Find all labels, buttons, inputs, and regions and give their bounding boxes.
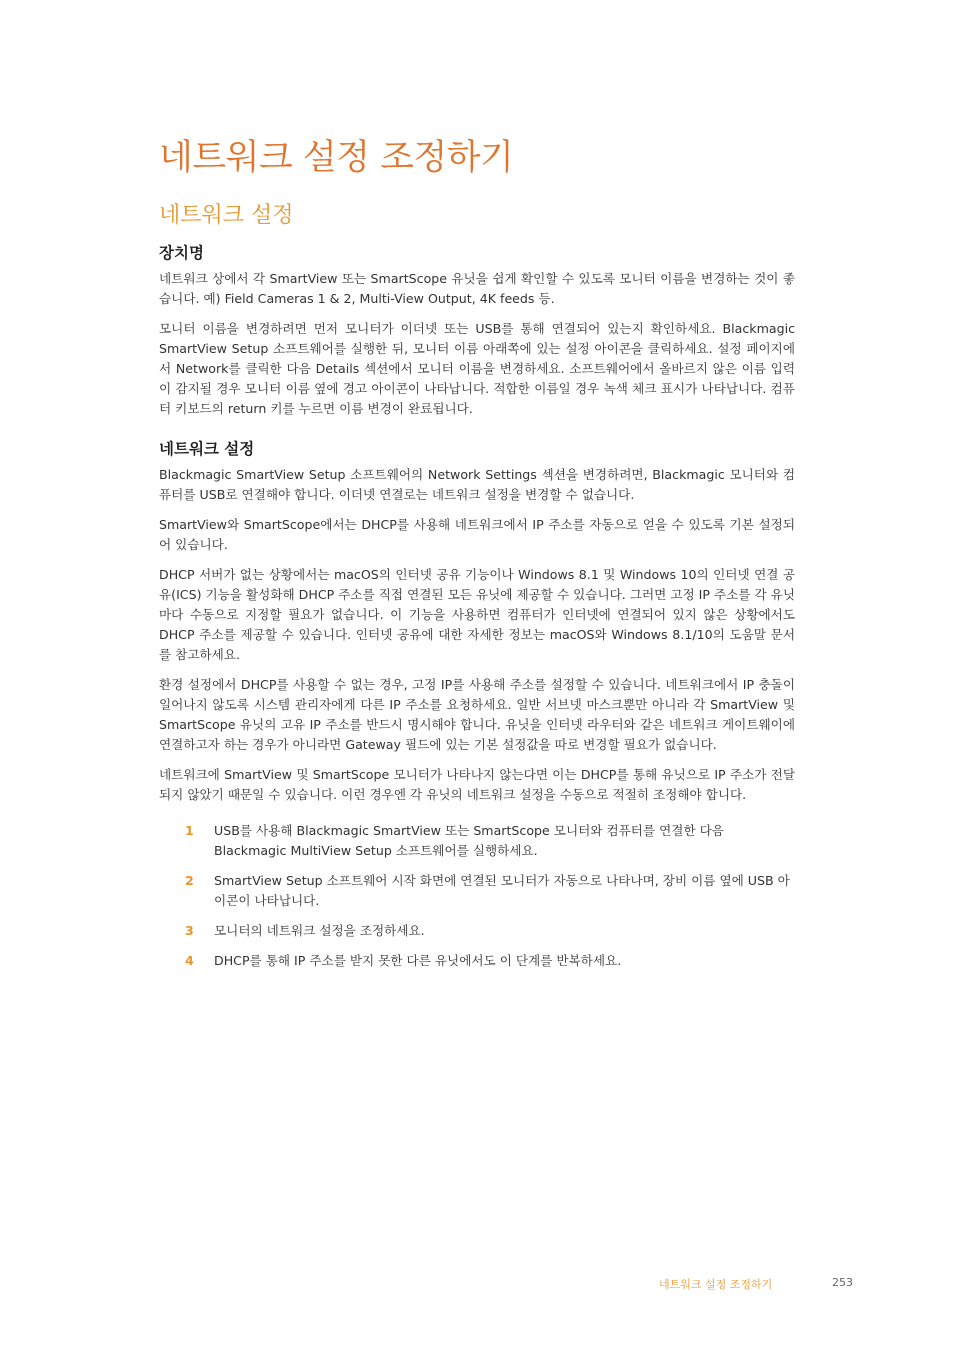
step-number: 4 [185,953,194,968]
section-title: 네트워크 설정 [159,203,294,228]
list-item [159,951,795,971]
step-text: 모니터의 네트워크 설정을 조정하세요. [214,923,425,938]
step-number: 1 [185,823,194,838]
network-settings-heading: 네트워크 설정 [159,440,255,458]
list-item [159,821,795,861]
page-title: 네트워크 설정 조정하기 [159,138,514,178]
page-number: 253 [832,1276,853,1289]
network-paragraph-5: 네트워크에 SmartView 및 SmartScope 모니터가 나타나지 않는다면 이는 DHCP를 통해 유닛으로 IP 주소가 전달되지 않았기 때문일 수 있습니다. 이런 경우엔 각 유닛의 네트워크 설정을 수동으로 적절히 조정해야 합니다. [159,767,795,802]
network-paragraph-2: SmartView와 SmartScope에서는 DHCP를 사용해 네트워크에서 IP 주소를 자동으로 얻을 수 있도록 기본 설정되어 있습니다. [159,517,795,552]
footer-section-title: 네트워크 설정 조정하기 [659,1278,773,1291]
step-number: 3 [185,923,194,938]
step-text: SmartView Setup 소프트웨어 시작 화면에 연결된 모니터가 자동으로 나타나며, 장비 이름 옆에 USB 아이콘이 나타납니다. [214,873,790,908]
step-number: 2 [185,873,194,888]
list-item [159,921,795,941]
device-name-paragraph-1: 네트워크 상에서 각 SmartView 또는 SmartScope 유닛을 쉽게 확인할 수 있도록 모니터 이름을 변경하는 것이 좋습니다. 예) Field Cameras 1 & 2, Multi-View Output, 4K feeds 등. [159,271,795,306]
step-text: USB를 사용해 Blackmagic SmartView 또는 SmartScope 모니터와 컴퓨터를 연결한 다음 Blackmagic MultiView Setup 소프트웨어를 실행하세요. [214,823,724,858]
network-paragraph-1: Blackmagic SmartView Setup 소프트웨어의 Network Settings 섹션을 변경하려면, Blackmagic 모니터와 컴퓨터를 USB로 연결해야 합니다. 이더넷 연결로는 네트워크 설정을 변경할 수 없습니다. [159,467,795,502]
list-item [159,871,795,911]
device-name-heading: 장치명 [159,244,204,262]
network-paragraph-4: 환경 설정에서 DHCP를 사용할 수 없는 경우, 고정 IP를 사용해 주소를 설정할 수 있습니다. 네트워크에서 IP 충돌이 일어나지 않도록 시스템 관리자에게 다른 IP 주소를 요청하세요. 일반 서브넷 마스크뿐만 아니라 각 SmartView 및 SmartScope 유닛의 고유 IP 주소를 반드시 명시해야 합니다. 유닛을 인터넷 라우터와 같은 네트워크 게이트웨이에 연결하고자 하는 경우가 아니라면 Gateway 필드에 있는 기본 설정값을 따로 변경할 필요가 없습니다. [159,677,795,752]
steps-list [159,821,795,971]
network-paragraph-3: DHCP 서버가 없는 상황에서는 macOS의 인터넷 공유 기능이나 Windows 8.1 및 Windows 10의 인터넷 연결 공유(ICS) 기능을 활성화해 DHCP 주소를 직접 연결된 모든 유닛에 제공할 수 있습니다. 그러면 고정 IP 주소를 각 유닛마다 수동으로 지정할 필요가 없습니다. 이 기능을 사용하면 컴퓨터가 인터넷에 연결되어 있지 않은 상황에서도 DHCP 주소를 제공할 수 있습니다. 인터넷 공유에 대한 자세한 정보는 macOS와 Windows 8.1/10의 도움말 문서를 참고하세요. [159,567,795,662]
step-text: DHCP를 통해 IP 주소를 받지 못한 다른 유닛에서도 이 단계를 반복하세요. [214,953,622,968]
device-name-paragraph-2: 모니터 이름을 변경하려면 먼저 모니터가 이더넷 또는 USB를 통해 연결되어 있는지 확인하세요. Blackmagic SmartView Setup 소프트웨어를 실행한 뒤, 모니터 이름 아래쪽에 있는 설정 아이콘을 클릭하세요. 설정 페이지에서 Network를 클릭한 다음 Details 섹션에서 모니터 이름을 변경하세요. 소프트웨어에서 올바르지 않은 이름 입력이 감지될 경우 모니터 이름 옆에 경고 아이콘이 나타납니다. 적합한 이름일 경우 녹색 체크 표시가 나타납니다. 컴퓨터 키보드의 return 키를 누르면 이름 변경이 완료됩니다. [159,321,795,416]
content-body [159,241,795,981]
